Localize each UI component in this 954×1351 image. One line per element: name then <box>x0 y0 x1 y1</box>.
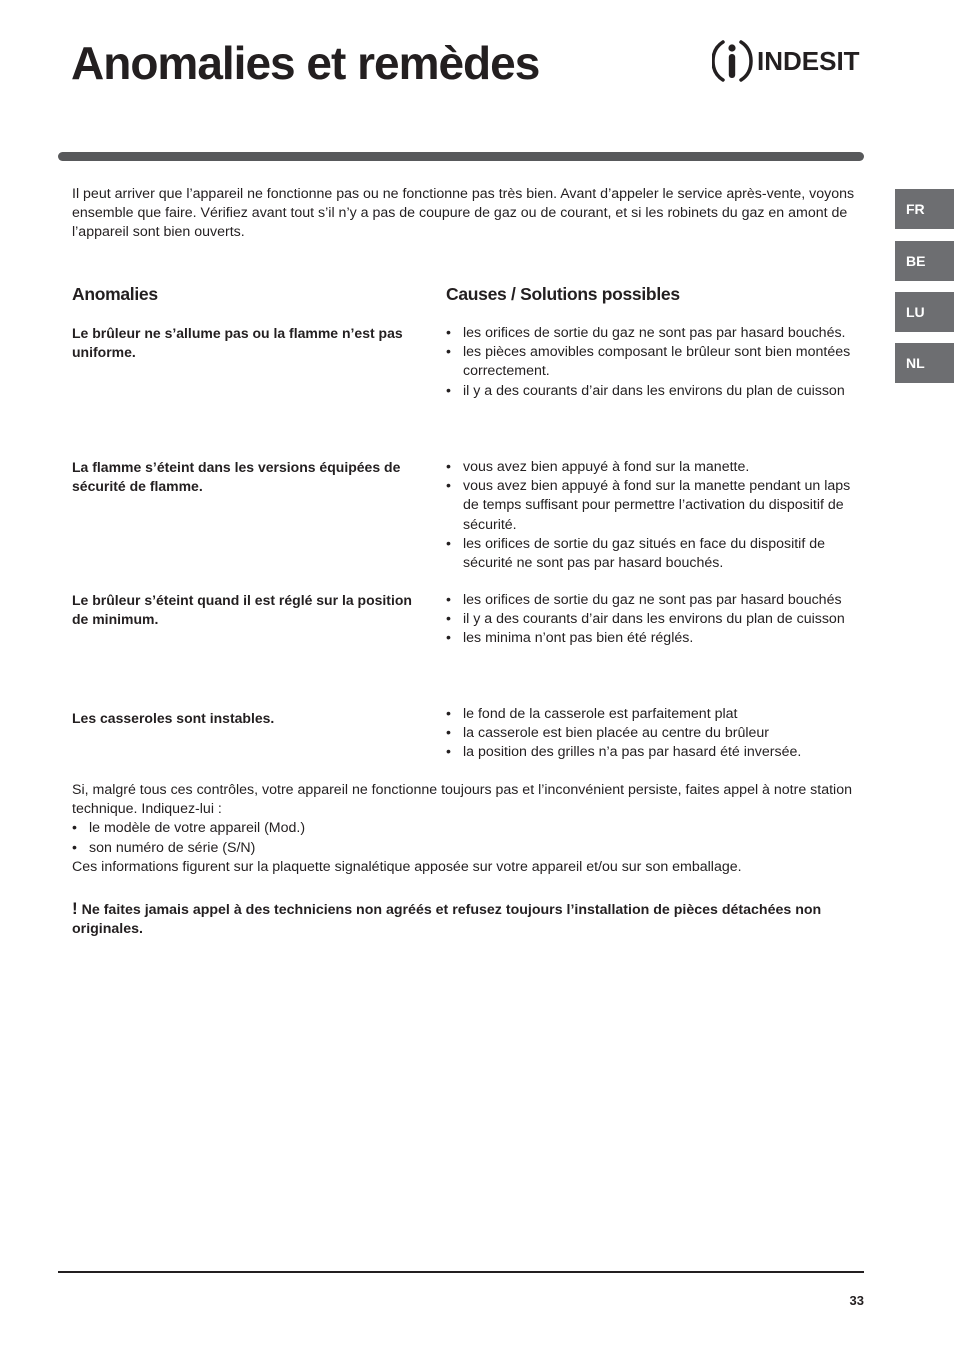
cause-item: • il y a des courants d’air dans les environs du plan de cuisson <box>446 382 864 401</box>
cause-item: • les minima n’ont pas bien été réglés. <box>446 629 864 648</box>
cause-item: • les orifices de sortie du gaz ne sont pas par hasard bouchés. <box>446 324 864 343</box>
language-tab-be[interactable]: BE <box>895 241 954 281</box>
anomaly-text: La flamme s’éteint dans les versions équipées de sécurité de flamme. <box>72 459 401 495</box>
cause-item: • les pièces amovibles composant le brûleur sont bien montées correctement. <box>446 343 864 381</box>
causes-list <box>446 705 864 763</box>
cause-item: • le fond de la casserole est parfaitement plat <box>446 705 864 724</box>
service-info-item: • le modèle de votre appareil (Mod.) <box>72 819 864 838</box>
footer-divider <box>58 1271 864 1273</box>
service-info-item: • son numéro de série (S/N) <box>72 839 864 858</box>
service-info-list <box>72 819 864 857</box>
cause-item: • les orifices de sortie du gaz situés en face du dispositif de sécurité ne sont pas par hasard bouchés. <box>446 535 864 573</box>
page-number: 33 <box>849 1293 864 1308</box>
brand-name: INDESIT <box>757 46 860 76</box>
language-tab-lu[interactable]: LU <box>895 292 954 332</box>
language-tab-nl[interactable]: NL <box>895 343 954 383</box>
cause-item: • la casserole est bien placée au centre du brûleur <box>446 724 864 743</box>
causes-list <box>446 324 864 401</box>
header-divider <box>58 152 864 161</box>
service-section <box>72 781 864 877</box>
causes-heading: Causes / Solutions possibles <box>446 284 680 304</box>
cause-item: • vous avez bien appuyé à fond sur la manette. <box>446 458 864 477</box>
cause-item: • la position des grilles n’a pas par hasard été inversée. <box>446 743 864 762</box>
cause-item: • il y a des courants d’air dans les environs du plan de cuisson <box>446 610 864 629</box>
anomalies-heading: Anomalies <box>72 284 158 304</box>
anomaly-text: Les casseroles sont instables. <box>72 710 275 726</box>
language-tab-fr[interactable]: FR <box>895 189 954 229</box>
brand-logo <box>712 38 864 84</box>
intro-paragraph: Il peut arriver que l’appareil ne fonctionne pas ou ne fonctionne pas très bien. Avant d’appeler le service après-vente, voyons ensemble que faire. Vérifiez avant tout s’il n’y a pas de coupure de gaz ou de courant, et si les robinets du gaz en amont de l’appareil sont bien ouverts. <box>72 186 855 241</box>
warning-text: Ne faites jamais appel à des techniciens non agréés et refusez toujours l’installation de pièces détachées non originales. <box>72 902 822 938</box>
anomaly-text: Le brûleur s’éteint quand il est réglé sur la position de minimum. <box>72 592 412 628</box>
cause-item: • vous avez bien appuyé à fond sur la manette pendant un laps de temps suffisant pour permettre l’activation du dispositif de sécurité. <box>446 477 864 535</box>
cause-item: • les orifices de sortie du gaz ne sont pas par hasard bouchés <box>446 591 864 610</box>
causes-list <box>446 591 864 649</box>
causes-list <box>446 458 864 573</box>
service-paragraph: Si, malgré tous ces contrôles, votre appareil ne fonctionne toujours pas et l’inconvénient persiste, faites appel à notre station technique. Indiquez-lui : <box>72 782 852 818</box>
warning-note <box>72 899 864 939</box>
page-title: Anomalies et remèdes <box>71 37 540 89</box>
service-note: Ces informations figurent sur la plaquette signalétique apposée sur votre appareil et/ou sur son emballage. <box>72 858 742 875</box>
anomaly-text: Le brûleur ne s’allume pas ou la flamme n’est pas uniforme. <box>72 325 403 361</box>
warning-mark: ! <box>72 899 78 918</box>
indesit-logo-icon <box>712 38 756 84</box>
